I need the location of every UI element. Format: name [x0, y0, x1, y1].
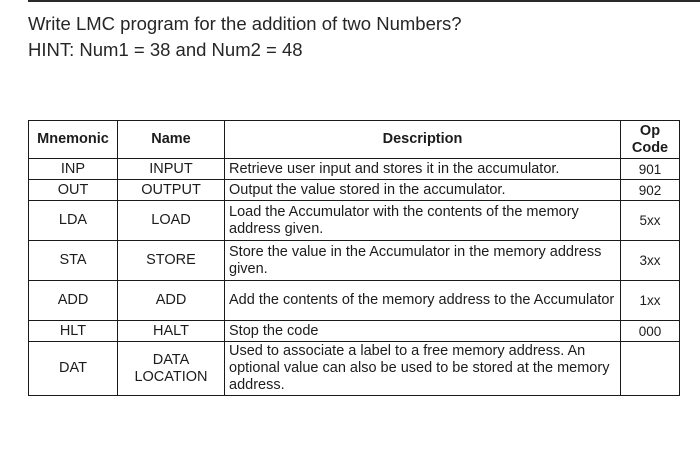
header-opcode-line2: Code [631, 139, 669, 156]
cell-mnemonic: LDA [29, 201, 118, 241]
cell-opcode [621, 342, 680, 396]
header-mnemonic: Mnemonic [29, 121, 118, 159]
cell-description: Store the value in the Accumulator in the memory address given. [225, 241, 621, 281]
table-row [29, 159, 680, 180]
cell-opcode: 000 [621, 321, 680, 342]
cell-name: DATA LOCATION [118, 342, 225, 396]
table-header-row [29, 121, 680, 159]
cell-opcode: 902 [621, 180, 680, 201]
cell-description: Add the contents of the memory address to the Accumulator [225, 281, 621, 321]
cell-opcode: 5xx [621, 201, 680, 241]
cell-name: LOAD [118, 201, 225, 241]
cell-mnemonic: INP [29, 159, 118, 180]
cell-mnemonic: ADD [29, 281, 118, 321]
top-divider [28, 0, 700, 2]
table-row [29, 241, 680, 281]
cell-name: HALT [118, 321, 225, 342]
cell-name: OUTPUT [118, 180, 225, 201]
cell-description: Retrieve user input and stores it in the accumulator. [225, 159, 621, 180]
cell-description: Load the Accumulator with the contents of the memory address given. [225, 201, 621, 241]
table-row [29, 281, 680, 321]
cell-name: ADD [118, 281, 225, 321]
lmc-instruction-table [28, 120, 680, 396]
cell-name: STORE [118, 241, 225, 281]
table-row [29, 180, 680, 201]
cell-description: Used to associate a label to a free memory address. An optional value can also be used to be stored at the memory address. [225, 342, 621, 396]
cell-mnemonic: HLT [29, 321, 118, 342]
header-opcode-line1: Op [639, 122, 661, 139]
cell-opcode: 1xx [621, 281, 680, 321]
cell-opcode: 901 [621, 159, 680, 180]
table-row [29, 321, 680, 342]
header-description: Description [225, 121, 621, 159]
table-row [29, 342, 680, 396]
cell-opcode: 3xx [621, 241, 680, 281]
question-text: Write LMC program for the addition of two Numbers? [28, 13, 462, 34]
table-row [29, 201, 680, 241]
cell-description: Output the value stored in the accumulator. [225, 180, 621, 201]
cell-name: INPUT [118, 159, 225, 180]
cell-mnemonic: OUT [29, 180, 118, 201]
header-opcode [621, 121, 680, 159]
hint-text: HINT: Num1 = 38 and Num2 = 48 [28, 39, 303, 60]
header-name: Name [118, 121, 225, 159]
cell-mnemonic: DAT [29, 342, 118, 396]
cell-description: Stop the code [225, 321, 621, 342]
cell-mnemonic: STA [29, 241, 118, 281]
